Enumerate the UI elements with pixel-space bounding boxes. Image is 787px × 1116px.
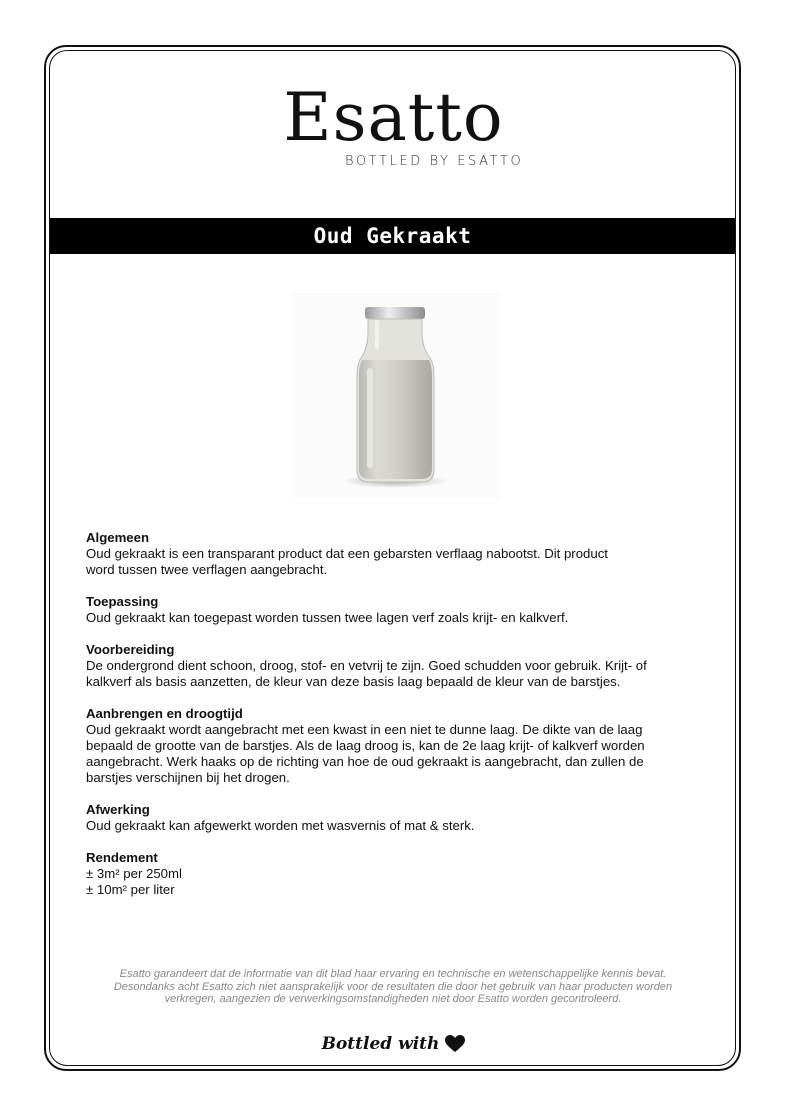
section-heading: Toepassing <box>86 594 159 609</box>
section-line: word tussen twee verflagen aangebracht. <box>86 562 328 577</box>
section-heading: Afwerking <box>86 802 150 817</box>
section-line: bepaald de grootte van de barstjes. Als de laag droog is, kan de 2e laag krijt- of kalkverf worden <box>86 738 645 753</box>
section-heading: Aanbrengen en droogtijd <box>86 706 243 721</box>
heart-icon <box>445 1035 465 1053</box>
section-line: kalkverf als basis aanzetten, de kleur van deze basis laag bepaald de kleur van de barstjes. <box>86 674 621 689</box>
section-line: aangebracht. Werk haaks op de richting van hoe de oud gekraakt is aangebracht, dan zullen de <box>86 754 644 769</box>
section-heading: Rendement <box>86 850 158 865</box>
section-line: Oud gekraakt wordt aangebracht met een kwast in een niet te dunne laag. De dikte van de laag <box>86 722 643 737</box>
section-toepassing <box>86 594 704 626</box>
section-heading: Voorbereiding <box>86 642 175 657</box>
section-aanbrengen <box>86 706 704 786</box>
disclaimer <box>82 968 704 1006</box>
brand-logo: Esatto <box>283 79 504 156</box>
section-line: barstjes verschijnen bij het drogen. <box>86 770 290 785</box>
product-title-bar <box>50 218 735 254</box>
disclaimer-line: verkregen, aangezien de verwerkingsomstandigheden niet door Esatto worden gecontroleerd. <box>164 993 622 1005</box>
section-line: ± 3m² per 250ml <box>86 866 182 881</box>
section-rendement <box>86 850 704 898</box>
footer-text: Bottled with <box>321 1034 440 1054</box>
section-line: Oud gekraakt kan afgewerkt worden met wasvernis of mat & sterk. <box>86 818 475 833</box>
disclaimer-line: Esatto garandeert dat de informatie van dit blad haar ervaring en technische en wetenschappelijke kennis bevat. <box>119 968 667 980</box>
footer-signature <box>0 1034 787 1054</box>
section-line: De ondergrond dient schoon, droog, stof- en vetvrij te zijn. Goed schudden voor gebruik. Krijt- of <box>86 658 647 673</box>
section-algemeen <box>86 530 704 578</box>
product-title: Oud Gekraakt <box>313 224 472 248</box>
glass-bottle-image <box>293 292 500 498</box>
section-afwerking <box>86 802 704 834</box>
section-voorbereiding <box>86 642 704 690</box>
section-heading: Algemeen <box>86 530 150 545</box>
product-info <box>86 530 704 914</box>
section-line: ± 10m² per liter <box>86 882 175 897</box>
section-line: Oud gekraakt kan toegepast worden tussen twee lagen verf zoals krijt- en kalkverf. <box>86 610 569 625</box>
brand-tagline: BOTTLED BY ESATTO <box>345 154 524 169</box>
section-line: Oud gekraakt is een transparant product dat een gebarsten verflaag nabootst. Dit product <box>86 546 608 561</box>
disclaimer-line: Desondanks acht Esatto zich niet aansprakelijk voor de resultaten die door het gebruik van haar producten worden <box>113 980 673 993</box>
